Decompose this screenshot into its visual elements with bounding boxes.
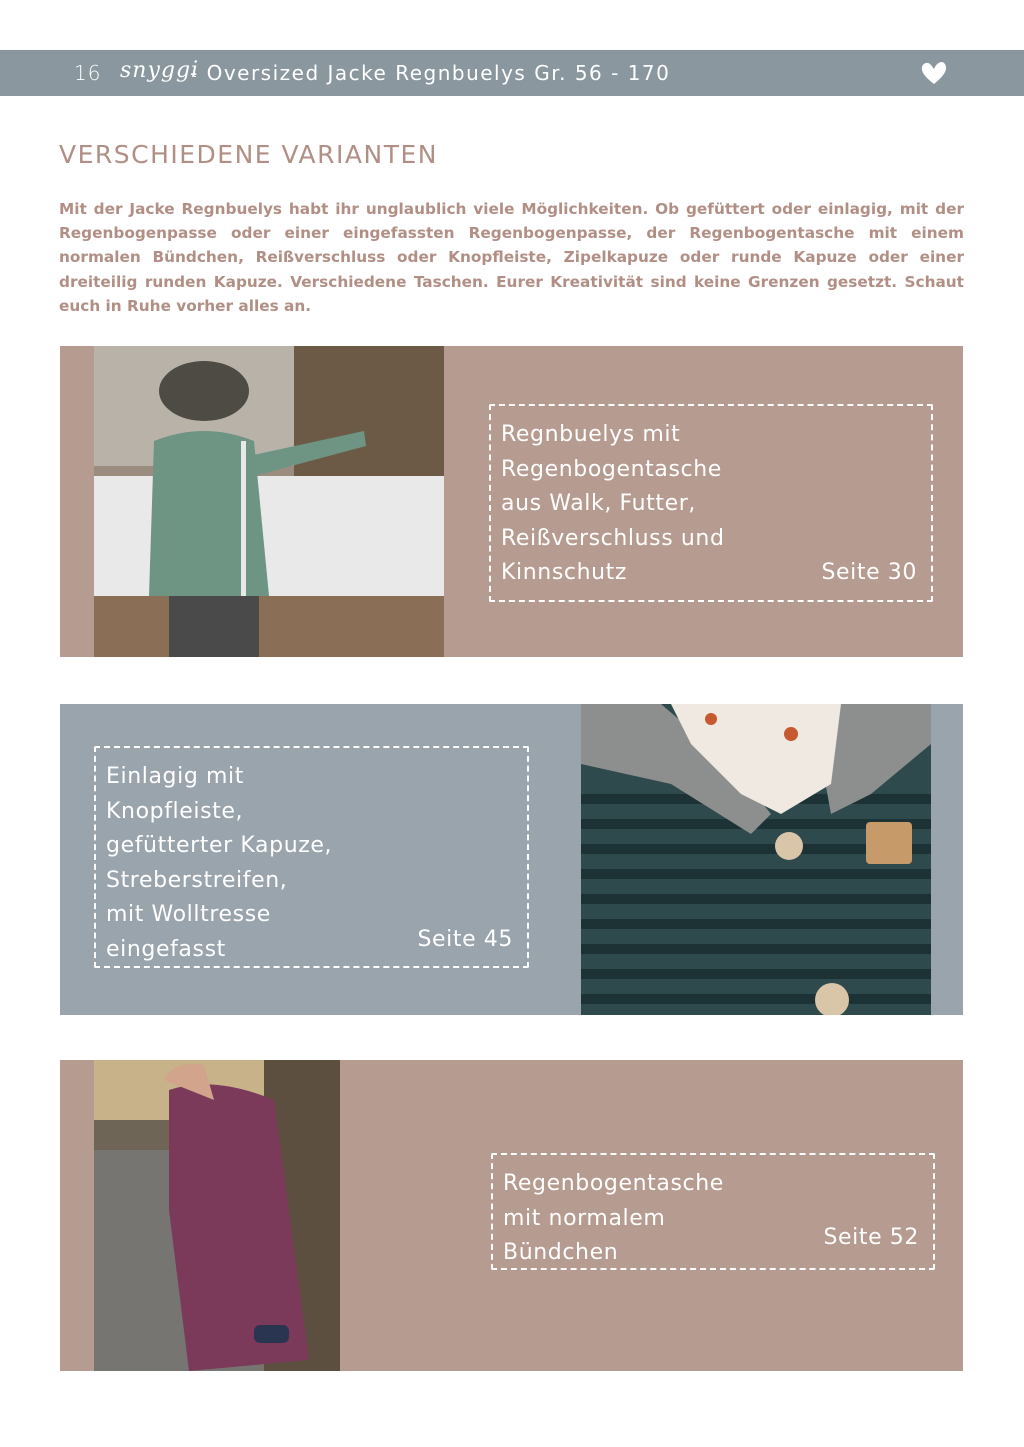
variant-2-line-5: mit Wolltresse (106, 902, 271, 927)
variant-2-line-2: Knopfleiste, (106, 798, 244, 824)
variant-1-line-2: Regenbogentasche (501, 456, 722, 482)
variant-2-line-1: Einlagig mit (106, 764, 244, 789)
page-number: 16 (74, 61, 102, 85)
variant-1-page-ref: Seite 30 (821, 560, 917, 585)
heart-icon (920, 60, 948, 86)
variant-3-line-1: Regenbogentasche (503, 1171, 724, 1196)
header-bar (0, 50, 1024, 96)
photo-green-jacket-child (94, 346, 444, 657)
variant-callout-2 (94, 746, 529, 968)
variant-card-3 (60, 1060, 963, 1371)
variant-2-page-ref: Seite 45 (417, 927, 513, 952)
photo-purple-teddy-jacket (94, 1060, 340, 1371)
intro-paragraph: Mit der Jacke Regnbuelys habt ihr unglaublich viele Möglichkeiten. Ob gefüttert oder einlagig, mit der Regenbogenpasse oder einer eingefassten Regenbogenpasse, der Regenbogentasche mit einem normalen Bündchen, Reißverschluss oder Knopfleiste, Zipelkapuze oder runde Kapuze oder einer dreiteilig runden Kapuze. Verschiedene Taschen. Eurer Kreativität sind keine Grenzen gesetzt. Schaut euch in Ruhe vorher alles an. (59, 200, 964, 315)
variant-2-line-3: gefütterter Kapuze, (106, 833, 333, 858)
brand-logo: snyggi (120, 58, 200, 83)
section-title: VERSCHIEDENE VARIANTEN (59, 140, 438, 169)
variant-2-line-6: eingefasst (106, 936, 226, 962)
variant-card-1 (60, 346, 963, 657)
variant-callout-1 (489, 404, 933, 602)
variant-1-line-3: aus Walk, Futter, (501, 491, 696, 516)
variant-1-line-1: Regnbuelys mit (501, 422, 681, 447)
variant-2-line-4: Streberstreifen, (106, 867, 288, 893)
variant-3-line-3: Bündchen (503, 1240, 619, 1265)
variant-card-2 (60, 704, 963, 1015)
variant-1-line-4: Reißverschluss und (501, 525, 725, 551)
variant-3-line-2: mit normalem (503, 1205, 666, 1231)
document-title: - Oversized Jacke Regnbuelys Gr. 56 - 170 (190, 61, 671, 85)
variant-callout-3 (491, 1153, 935, 1270)
variant-1-line-5: Kinnschutz (501, 560, 628, 585)
variant-3-page-ref: Seite 52 (823, 1225, 919, 1250)
photo-striped-jacket-buttons (581, 704, 931, 1015)
